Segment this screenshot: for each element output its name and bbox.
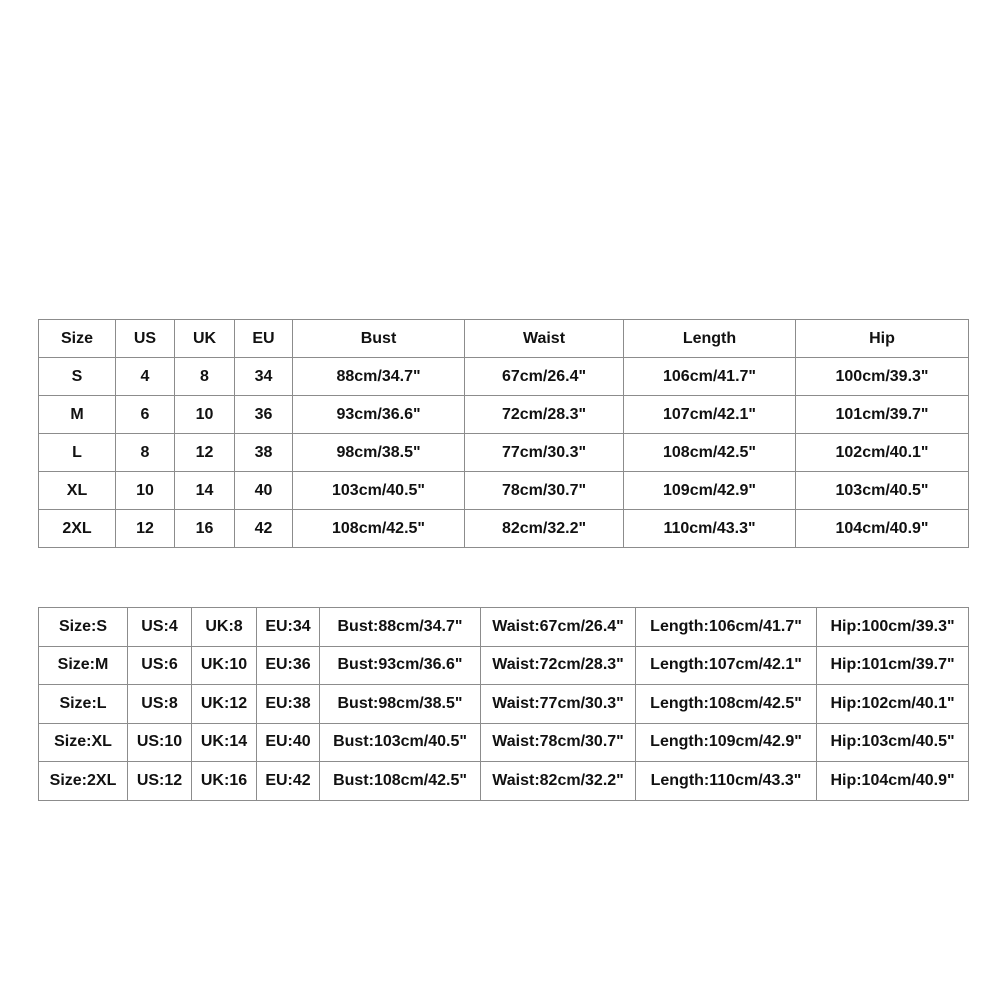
table-cell: 98cm/38.5" bbox=[293, 434, 465, 472]
table-cell: 88cm/34.7" bbox=[293, 358, 465, 396]
table-cell: 100cm/39.3" bbox=[796, 358, 969, 396]
table-cell: 4 bbox=[116, 358, 175, 396]
table-cell: US:12 bbox=[128, 762, 192, 801]
header-cell: Hip bbox=[796, 320, 969, 358]
table-cell: 6 bbox=[116, 396, 175, 434]
table-cell: 8 bbox=[175, 358, 235, 396]
table-cell: US:10 bbox=[128, 723, 192, 762]
table-cell: UK:8 bbox=[192, 608, 257, 647]
table-cell: 72cm/28.3" bbox=[465, 396, 624, 434]
table-row bbox=[39, 685, 969, 724]
table-cell: Size:XL bbox=[39, 723, 128, 762]
table-cell: 8 bbox=[116, 434, 175, 472]
table-cell: 82cm/32.2" bbox=[465, 510, 624, 548]
table-cell: UK:10 bbox=[192, 646, 257, 685]
table-row bbox=[39, 396, 969, 434]
table-cell: 104cm/40.9" bbox=[796, 510, 969, 548]
table-cell: Waist:77cm/30.3" bbox=[481, 685, 636, 724]
table-cell: Hip:101cm/39.7" bbox=[817, 646, 969, 685]
table-cell: 40 bbox=[235, 472, 293, 510]
table-cell: 110cm/43.3" bbox=[624, 510, 796, 548]
table-cell: 10 bbox=[175, 396, 235, 434]
table-cell: 109cm/42.9" bbox=[624, 472, 796, 510]
table-cell: EU:36 bbox=[257, 646, 320, 685]
table-cell: S bbox=[39, 358, 116, 396]
table-cell: Hip:102cm/40.1" bbox=[817, 685, 969, 724]
table-cell: Bust:103cm/40.5" bbox=[320, 723, 481, 762]
table-cell: Hip:103cm/40.5" bbox=[817, 723, 969, 762]
table-cell: US:8 bbox=[128, 685, 192, 724]
table-cell: Waist:82cm/32.2" bbox=[481, 762, 636, 801]
table-cell: 78cm/30.7" bbox=[465, 472, 624, 510]
table-cell: UK:14 bbox=[192, 723, 257, 762]
table-cell: UK:16 bbox=[192, 762, 257, 801]
table-cell: 16 bbox=[175, 510, 235, 548]
table-cell: XL bbox=[39, 472, 116, 510]
table-cell: Waist:67cm/26.4" bbox=[481, 608, 636, 647]
table-cell: L bbox=[39, 434, 116, 472]
header-cell: Length bbox=[624, 320, 796, 358]
table-cell: Bust:93cm/36.6" bbox=[320, 646, 481, 685]
table-cell: 36 bbox=[235, 396, 293, 434]
table-cell: 12 bbox=[175, 434, 235, 472]
table-cell: 77cm/30.3" bbox=[465, 434, 624, 472]
table-cell: 107cm/42.1" bbox=[624, 396, 796, 434]
table-cell: 38 bbox=[235, 434, 293, 472]
header-cell: Size bbox=[39, 320, 116, 358]
table-row bbox=[39, 723, 969, 762]
table-cell: Length:110cm/43.3" bbox=[636, 762, 817, 801]
table-cell: Bust:98cm/38.5" bbox=[320, 685, 481, 724]
table-row bbox=[39, 608, 969, 647]
table-cell: Length:109cm/42.9" bbox=[636, 723, 817, 762]
table-cell: EU:34 bbox=[257, 608, 320, 647]
table-cell: 12 bbox=[116, 510, 175, 548]
table-cell: 10 bbox=[116, 472, 175, 510]
header-cell: US bbox=[116, 320, 175, 358]
table-cell: US:6 bbox=[128, 646, 192, 685]
table-cell: 42 bbox=[235, 510, 293, 548]
table-cell: Length:106cm/41.7" bbox=[636, 608, 817, 647]
header-cell: Waist bbox=[465, 320, 624, 358]
table-header-row bbox=[39, 320, 969, 358]
table-cell: 102cm/40.1" bbox=[796, 434, 969, 472]
table-cell: 67cm/26.4" bbox=[465, 358, 624, 396]
table-cell: Length:107cm/42.1" bbox=[636, 646, 817, 685]
table-cell: 108cm/42.5" bbox=[293, 510, 465, 548]
table-cell: 93cm/36.6" bbox=[293, 396, 465, 434]
table-cell: US:4 bbox=[128, 608, 192, 647]
table-cell: EU:38 bbox=[257, 685, 320, 724]
table-cell: 108cm/42.5" bbox=[624, 434, 796, 472]
header-cell: Bust bbox=[293, 320, 465, 358]
table-cell: 2XL bbox=[39, 510, 116, 548]
table-row bbox=[39, 358, 969, 396]
table-cell: EU:40 bbox=[257, 723, 320, 762]
table-cell: 106cm/41.7" bbox=[624, 358, 796, 396]
table-cell: Size:L bbox=[39, 685, 128, 724]
table-row bbox=[39, 472, 969, 510]
table-cell: Hip:104cm/40.9" bbox=[817, 762, 969, 801]
table-cell: 101cm/39.7" bbox=[796, 396, 969, 434]
table-cell: Size:S bbox=[39, 608, 128, 647]
table-cell: UK:12 bbox=[192, 685, 257, 724]
table-row bbox=[39, 646, 969, 685]
header-cell: EU bbox=[235, 320, 293, 358]
table-cell: Hip:100cm/39.3" bbox=[817, 608, 969, 647]
table-cell: Waist:78cm/30.7" bbox=[481, 723, 636, 762]
table-cell: 103cm/40.5" bbox=[293, 472, 465, 510]
table-row bbox=[39, 762, 969, 801]
table-cell: Size:M bbox=[39, 646, 128, 685]
table-cell: Size:2XL bbox=[39, 762, 128, 801]
table-cell: Length:108cm/42.5" bbox=[636, 685, 817, 724]
table-cell: M bbox=[39, 396, 116, 434]
size-chart-table bbox=[38, 319, 969, 548]
table-row bbox=[39, 434, 969, 472]
size-chart-labeled-table bbox=[38, 607, 969, 801]
table-row bbox=[39, 510, 969, 548]
table-cell: Bust:108cm/42.5" bbox=[320, 762, 481, 801]
table-cell: 14 bbox=[175, 472, 235, 510]
table-cell: 34 bbox=[235, 358, 293, 396]
header-cell: UK bbox=[175, 320, 235, 358]
table-cell: Waist:72cm/28.3" bbox=[481, 646, 636, 685]
table-cell: Bust:88cm/34.7" bbox=[320, 608, 481, 647]
table-cell: EU:42 bbox=[257, 762, 320, 801]
table-cell: 103cm/40.5" bbox=[796, 472, 969, 510]
